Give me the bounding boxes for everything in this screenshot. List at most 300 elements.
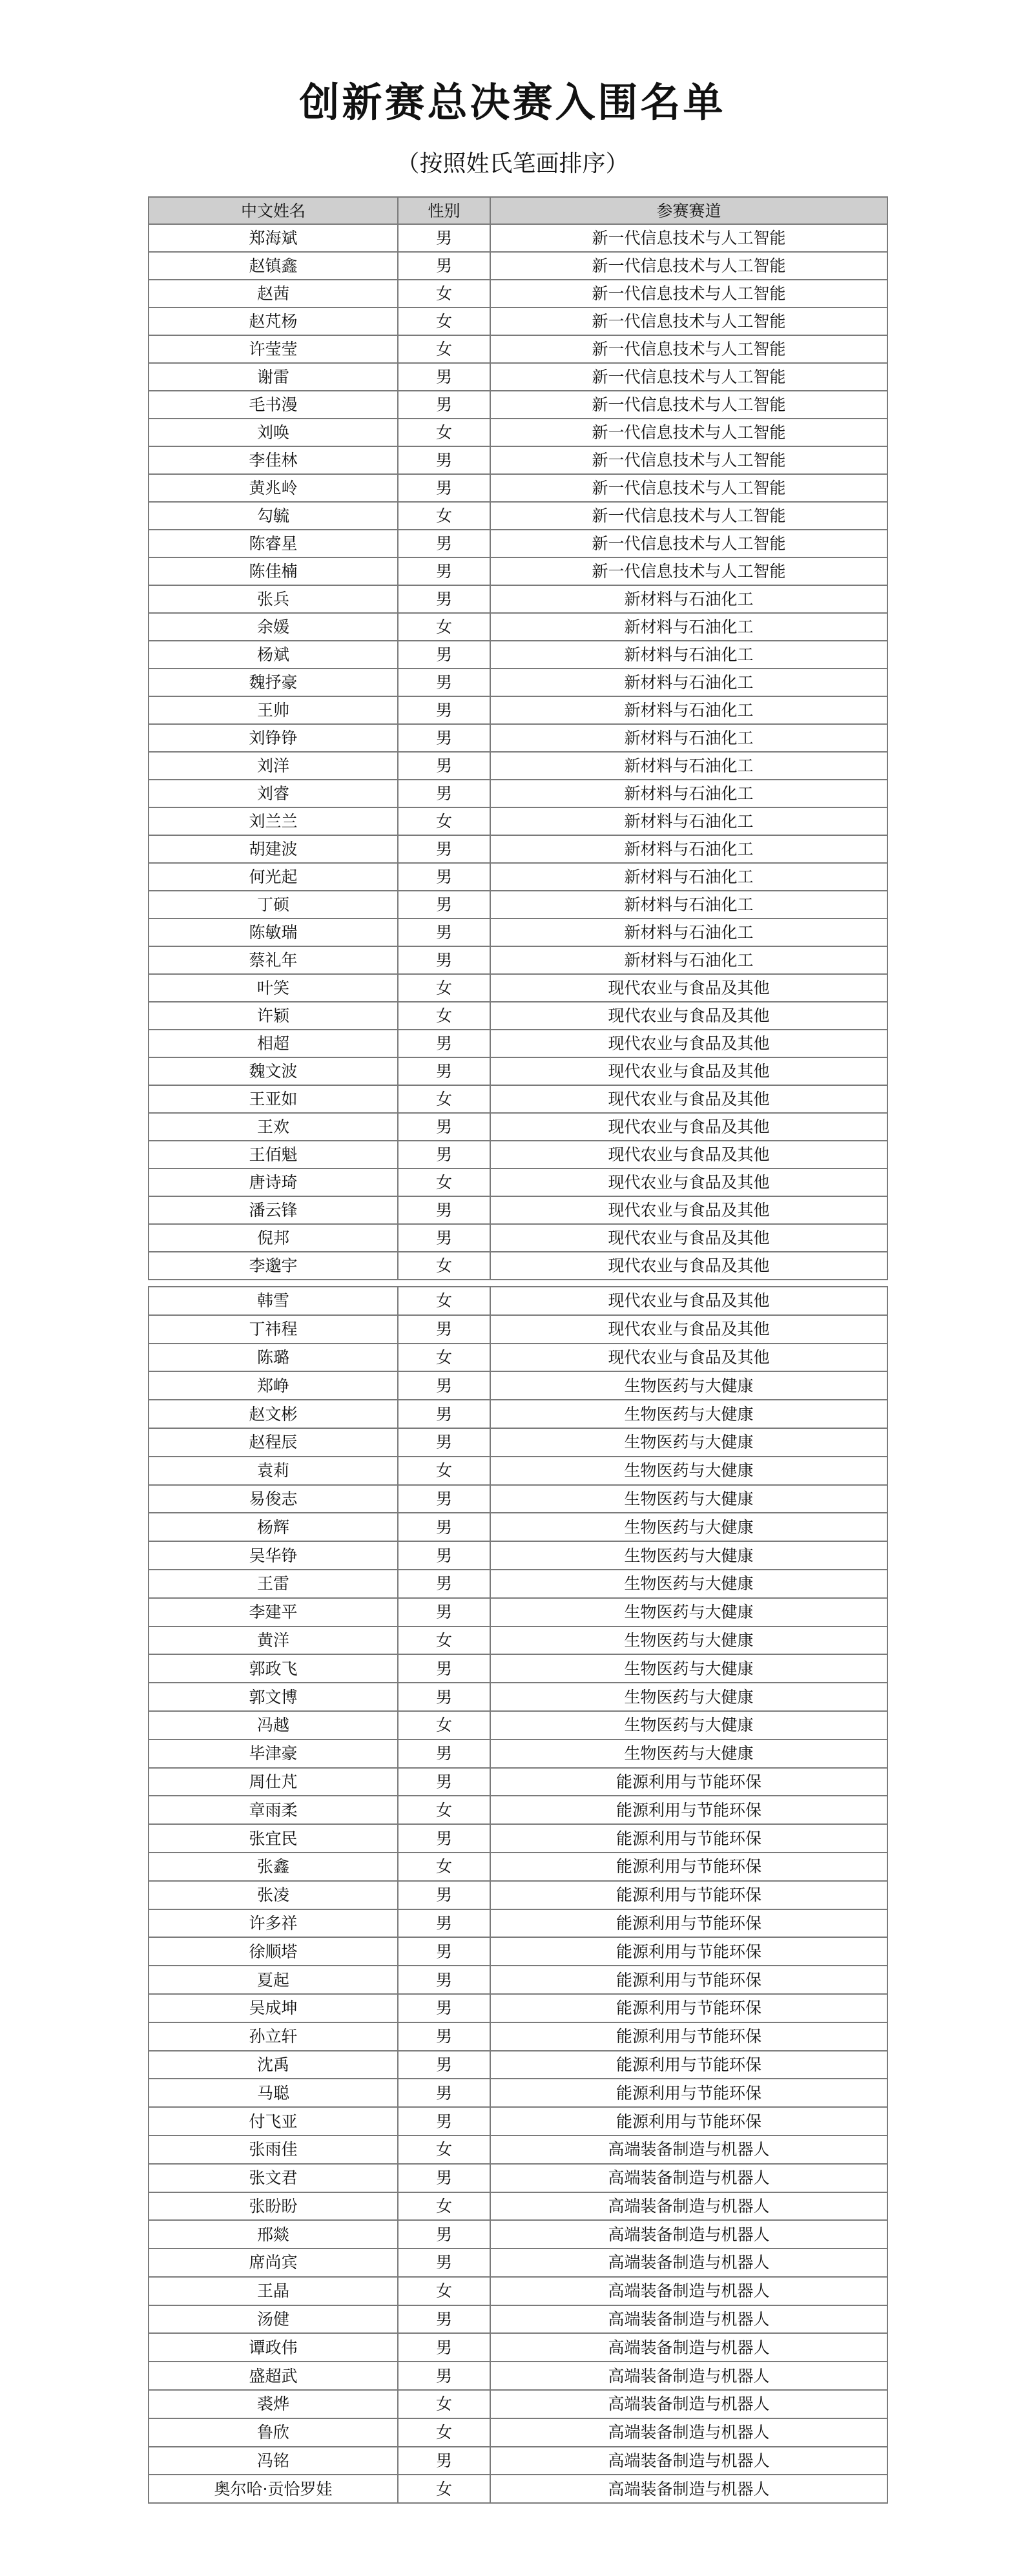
cell-gender: 男 (398, 835, 490, 863)
header-track: 参赛赛道 (490, 197, 887, 224)
table-row (149, 613, 887, 641)
cell-name: 张文君 (149, 2164, 398, 2192)
cell-gender: 女 (398, 2135, 490, 2164)
cell-gender: 女 (398, 1457, 490, 1485)
cell-name: 徐顺塔 (149, 1937, 398, 1966)
cell-name: 郑峥 (149, 1371, 398, 1400)
cell-gender: 男 (398, 1683, 490, 1711)
table-row (149, 1881, 887, 1909)
cell-gender: 男 (398, 1030, 490, 1057)
table-row (149, 1768, 887, 1796)
cell-name: 冯铭 (149, 2447, 398, 2475)
table-row (149, 1485, 887, 1513)
cell-name: 张宜民 (149, 1824, 398, 1853)
cell-name: 许颖 (149, 1002, 398, 1030)
cell-track: 能源利用与节能环保 (490, 1796, 887, 1824)
cell-name: 蔡礼年 (149, 946, 398, 974)
cell-name: 鲁欣 (149, 2418, 398, 2447)
cell-gender: 女 (398, 807, 490, 835)
cell-name: 杨辉 (149, 1513, 398, 1541)
cell-track: 能源利用与节能环保 (490, 2079, 887, 2107)
cell-gender: 男 (398, 1141, 490, 1169)
cell-gender: 男 (398, 1196, 490, 1224)
cell-gender: 女 (398, 2475, 490, 2503)
cell-name: 郭政飞 (149, 1654, 398, 1683)
table-row (149, 2220, 887, 2249)
cell-name: 张鑫 (149, 1853, 398, 1881)
cell-name: 杨斌 (149, 641, 398, 669)
table-row (149, 641, 887, 669)
cell-name: 郑海斌 (149, 224, 398, 252)
cell-name: 汤健 (149, 2305, 398, 2334)
cell-track: 新一代信息技术与人工智能 (490, 474, 887, 502)
cell-name: 夏起 (149, 1966, 398, 1994)
cell-track: 新一代信息技术与人工智能 (490, 307, 887, 335)
cell-name: 王亚如 (149, 1085, 398, 1113)
table-row (149, 1683, 887, 1711)
table-row (149, 363, 887, 391)
table-row (149, 2305, 887, 2334)
cell-track: 生物医药与大健康 (490, 1598, 887, 1626)
table-row (149, 2418, 887, 2447)
cell-track: 能源利用与节能环保 (490, 1994, 887, 2022)
cell-gender: 男 (398, 669, 490, 696)
cell-name: 裘烨 (149, 2390, 398, 2418)
cell-track: 高端装备制造与机器人 (490, 2362, 887, 2390)
cell-track: 现代农业与食品及其他 (490, 1252, 887, 1280)
cell-track: 新一代信息技术与人工智能 (490, 363, 887, 391)
cell-name: 黄洋 (149, 1626, 398, 1655)
table-row (149, 1224, 887, 1252)
cell-gender: 男 (398, 2249, 490, 2277)
cell-track: 高端装备制造与机器人 (490, 2220, 887, 2249)
cell-track: 高端装备制造与机器人 (490, 2475, 887, 2503)
cell-gender: 女 (398, 2192, 490, 2221)
table-row (149, 1740, 887, 1768)
cell-name: 周仕芃 (149, 1768, 398, 1796)
cell-track: 能源利用与节能环保 (490, 1937, 887, 1966)
cell-name: 毕津豪 (149, 1740, 398, 1768)
cell-gender: 男 (398, 1224, 490, 1252)
cell-gender: 女 (398, 1711, 490, 1740)
cell-name: 许莹莹 (149, 335, 398, 363)
cell-gender: 女 (398, 1002, 490, 1030)
cell-track: 现代农业与食品及其他 (490, 1169, 887, 1196)
cell-name: 赵程辰 (149, 1428, 398, 1457)
table-row (149, 2051, 887, 2079)
table-row (149, 724, 887, 752)
table-row (149, 1057, 887, 1085)
table-row (149, 1541, 887, 1570)
cell-track: 现代农业与食品及其他 (490, 1030, 887, 1057)
finalist-table-page-1 (148, 196, 888, 1280)
cell-track: 新一代信息技术与人工智能 (490, 502, 887, 530)
cell-gender: 女 (398, 335, 490, 363)
cell-gender: 男 (398, 557, 490, 585)
cell-name: 吴华铮 (149, 1541, 398, 1570)
table-row (149, 2277, 887, 2305)
table-row (149, 280, 887, 307)
cell-track: 能源利用与节能环保 (490, 1909, 887, 1938)
table-row (149, 1711, 887, 1740)
cell-gender: 女 (398, 1626, 490, 1655)
cell-track: 新材料与石油化工 (490, 641, 887, 669)
cell-gender: 男 (398, 2164, 490, 2192)
cell-name: 李邈宇 (149, 1252, 398, 1280)
table-row (149, 2022, 887, 2051)
cell-gender: 男 (398, 1966, 490, 1994)
cell-track: 高端装备制造与机器人 (490, 2135, 887, 2164)
table-row (149, 1654, 887, 1683)
cell-name: 刘睿 (149, 780, 398, 807)
cell-track: 高端装备制造与机器人 (490, 2447, 887, 2475)
cell-name: 潘云锋 (149, 1196, 398, 1224)
cell-name: 吴成坤 (149, 1994, 398, 2022)
cell-track: 高端装备制造与机器人 (490, 2249, 887, 2277)
cell-name: 张雨佳 (149, 2135, 398, 2164)
cell-name: 郭文博 (149, 1683, 398, 1711)
cell-track: 高端装备制造与机器人 (490, 2333, 887, 2362)
cell-gender: 女 (398, 2418, 490, 2447)
cell-name: 赵文彬 (149, 1400, 398, 1428)
cell-track: 新材料与石油化工 (490, 669, 887, 696)
table-row (149, 502, 887, 530)
table-row (149, 946, 887, 974)
cell-track: 现代农业与食品及其他 (490, 1002, 887, 1030)
cell-name: 毛书漫 (149, 391, 398, 419)
cell-track: 生物医药与大健康 (490, 1683, 887, 1711)
cell-name: 陈睿星 (149, 530, 398, 557)
cell-name: 李建平 (149, 1598, 398, 1626)
cell-track: 高端装备制造与机器人 (490, 2305, 887, 2334)
cell-name: 邢燚 (149, 2220, 398, 2249)
cell-gender: 男 (398, 1937, 490, 1966)
cell-name: 谢雷 (149, 363, 398, 391)
cell-name: 盛超武 (149, 2362, 398, 2390)
cell-track: 能源利用与节能环保 (490, 1824, 887, 1853)
cell-track: 生物医药与大健康 (490, 1513, 887, 1541)
cell-track: 现代农业与食品及其他 (490, 974, 887, 1002)
cell-name: 唐诗琦 (149, 1169, 398, 1196)
cell-gender: 男 (398, 2447, 490, 2475)
table-row (149, 224, 887, 252)
cell-name: 赵茜 (149, 280, 398, 307)
cell-track: 新材料与石油化工 (490, 585, 887, 613)
table-row (149, 1428, 887, 1457)
cell-name: 王雷 (149, 1570, 398, 1598)
table-row (149, 446, 887, 474)
cell-track: 新材料与石油化工 (490, 807, 887, 835)
cell-name: 张盼盼 (149, 2192, 398, 2221)
table-row (149, 1853, 887, 1881)
cell-name: 刘铮铮 (149, 724, 398, 752)
header-gender: 性别 (398, 197, 490, 224)
table-row (149, 1570, 887, 1598)
cell-gender: 男 (398, 1994, 490, 2022)
cell-track: 能源利用与节能环保 (490, 2022, 887, 2051)
cell-gender: 男 (398, 1428, 490, 1457)
cell-gender: 男 (398, 2305, 490, 2334)
table-row (149, 1994, 887, 2022)
cell-gender: 男 (398, 2333, 490, 2362)
finalist-table-page-2 (148, 1286, 888, 2504)
cell-gender: 女 (398, 613, 490, 641)
cell-name: 魏文波 (149, 1057, 398, 1085)
cell-name: 张兵 (149, 585, 398, 613)
cell-name: 陈佳楠 (149, 557, 398, 585)
cell-name: 余媛 (149, 613, 398, 641)
cell-track: 能源利用与节能环保 (490, 2107, 887, 2135)
cell-gender: 男 (398, 1570, 490, 1598)
table-row (149, 530, 887, 557)
cell-gender: 女 (398, 1252, 490, 1280)
table-row (149, 752, 887, 780)
cell-track: 生物医药与大健康 (490, 1457, 887, 1485)
cell-gender: 男 (398, 224, 490, 252)
cell-name: 陈敏瑞 (149, 919, 398, 946)
cell-track: 新材料与石油化工 (490, 613, 887, 641)
cell-name: 王佰魁 (149, 1141, 398, 1169)
table-row (149, 1796, 887, 1824)
cell-track: 生物医药与大健康 (490, 1541, 887, 1570)
cell-gender: 女 (398, 1796, 490, 1824)
cell-track: 现代农业与食品及其他 (490, 1113, 887, 1141)
cell-gender: 男 (398, 696, 490, 724)
cell-gender: 男 (398, 530, 490, 557)
cell-gender: 男 (398, 863, 490, 891)
table-row (149, 252, 887, 280)
cell-track: 生物医药与大健康 (490, 1626, 887, 1655)
cell-gender: 男 (398, 1740, 490, 1768)
cell-track: 新一代信息技术与人工智能 (490, 280, 887, 307)
cell-track: 新一代信息技术与人工智能 (490, 252, 887, 280)
cell-name: 席尚宾 (149, 2249, 398, 2277)
cell-gender: 男 (398, 1909, 490, 1938)
cell-gender: 男 (398, 1654, 490, 1683)
cell-gender: 男 (398, 1881, 490, 1909)
table-row (149, 1626, 887, 1655)
cell-gender: 女 (398, 1287, 490, 1315)
cell-track: 高端装备制造与机器人 (490, 2277, 887, 2305)
cell-gender: 女 (398, 307, 490, 335)
cell-track: 新材料与石油化工 (490, 724, 887, 752)
cell-name: 袁莉 (149, 1457, 398, 1485)
cell-name: 赵镇鑫 (149, 252, 398, 280)
cell-name: 丁硕 (149, 891, 398, 919)
table-row (149, 2107, 887, 2135)
cell-track: 新一代信息技术与人工智能 (490, 530, 887, 557)
cell-gender: 男 (398, 946, 490, 974)
table-row (149, 1598, 887, 1626)
table-row (149, 1085, 887, 1113)
cell-track: 能源利用与节能环保 (490, 1966, 887, 1994)
table-row (149, 1966, 887, 1994)
cell-track: 生物医药与大健康 (490, 1654, 887, 1683)
cell-gender: 男 (398, 2051, 490, 2079)
table-row (149, 2135, 887, 2164)
cell-track: 现代农业与食品及其他 (490, 1057, 887, 1085)
finalist-rows-page-1 (149, 224, 887, 1280)
cell-gender: 男 (398, 2107, 490, 2135)
cell-track: 新材料与石油化工 (490, 919, 887, 946)
cell-track: 新材料与石油化工 (490, 891, 887, 919)
cell-gender: 男 (398, 2022, 490, 2051)
cell-gender: 男 (398, 391, 490, 419)
cell-name: 魏抒豪 (149, 669, 398, 696)
cell-gender: 女 (398, 974, 490, 1002)
table-row (149, 807, 887, 835)
table-row (149, 1315, 887, 1344)
cell-name: 陈璐 (149, 1344, 398, 1372)
cell-name: 相超 (149, 1030, 398, 1057)
cell-name: 黄兆岭 (149, 474, 398, 502)
cell-gender: 男 (398, 752, 490, 780)
table-row (149, 835, 887, 863)
table-row (149, 919, 887, 946)
finalist-rows-page-2 (149, 1287, 887, 2503)
page-subtitle: （按照姓氏笔画排序） (396, 151, 629, 177)
table-row (149, 1030, 887, 1057)
table-row (149, 2079, 887, 2107)
cell-gender: 男 (398, 1371, 490, 1400)
table-row (149, 1457, 887, 1485)
cell-gender: 女 (398, 1169, 490, 1196)
cell-track: 新一代信息技术与人工智能 (490, 419, 887, 446)
cell-gender: 男 (398, 641, 490, 669)
cell-name: 李佳林 (149, 446, 398, 474)
cell-name: 孙立轩 (149, 2022, 398, 2051)
table-row (149, 2192, 887, 2221)
table-row (149, 863, 887, 891)
table-row (149, 1937, 887, 1966)
cell-name: 赵芃杨 (149, 307, 398, 335)
cell-name: 倪邦 (149, 1224, 398, 1252)
cell-gender: 男 (398, 1541, 490, 1570)
cell-track: 高端装备制造与机器人 (490, 2418, 887, 2447)
table-row (149, 335, 887, 363)
cell-track: 新一代信息技术与人工智能 (490, 335, 887, 363)
cell-gender: 男 (398, 1824, 490, 1853)
cell-track: 现代农业与食品及其他 (490, 1085, 887, 1113)
cell-name: 王晶 (149, 2277, 398, 2305)
cell-name: 王欢 (149, 1113, 398, 1141)
table-row (149, 1252, 887, 1280)
cell-track: 新材料与石油化工 (490, 752, 887, 780)
table-row (149, 780, 887, 807)
cell-name: 付飞亚 (149, 2107, 398, 2135)
cell-track: 能源利用与节能环保 (490, 1768, 887, 1796)
cell-gender: 男 (398, 474, 490, 502)
cell-gender: 男 (398, 780, 490, 807)
cell-gender: 男 (398, 724, 490, 752)
cell-name: 许多祥 (149, 1909, 398, 1938)
cell-gender: 男 (398, 1768, 490, 1796)
cell-name: 奥尔哈·贡恰罗娃 (149, 2475, 398, 2503)
table-row (149, 2362, 887, 2390)
cell-track: 高端装备制造与机器人 (490, 2192, 887, 2221)
cell-track: 新材料与石油化工 (490, 946, 887, 974)
cell-name: 叶笑 (149, 974, 398, 1002)
table-row (149, 1196, 887, 1224)
table-row (149, 1513, 887, 1541)
table-row (149, 307, 887, 335)
cell-name: 勾毓 (149, 502, 398, 530)
table-row (149, 419, 887, 446)
cell-track: 生物医药与大健康 (490, 1570, 887, 1598)
cell-gender: 男 (398, 1598, 490, 1626)
cell-name: 章雨柔 (149, 1796, 398, 1824)
table-row (149, 974, 887, 1002)
cell-track: 高端装备制造与机器人 (490, 2164, 887, 2192)
table-row (149, 1909, 887, 1938)
cell-gender: 女 (398, 1344, 490, 1372)
table-row (149, 2447, 887, 2475)
cell-track: 生物医药与大健康 (490, 1740, 887, 1768)
cell-gender: 男 (398, 891, 490, 919)
cell-name: 谭政伟 (149, 2333, 398, 2362)
table-row (149, 1400, 887, 1428)
cell-track: 新一代信息技术与人工智能 (490, 391, 887, 419)
cell-track: 新材料与石油化工 (490, 780, 887, 807)
cell-track: 现代农业与食品及其他 (490, 1344, 887, 1372)
cell-track: 现代农业与食品及其他 (490, 1196, 887, 1224)
cell-gender: 男 (398, 446, 490, 474)
table-row (149, 1824, 887, 1853)
table-row (149, 557, 887, 585)
cell-name: 张凌 (149, 1881, 398, 1909)
cell-gender: 男 (398, 2079, 490, 2107)
cell-gender: 男 (398, 585, 490, 613)
cell-gender: 男 (398, 2220, 490, 2249)
table-row (149, 2164, 887, 2192)
cell-gender: 女 (398, 280, 490, 307)
table-row (149, 1169, 887, 1196)
cell-track: 高端装备制造与机器人 (490, 2390, 887, 2418)
table-row (149, 669, 887, 696)
cell-track: 现代农业与食品及其他 (490, 1224, 887, 1252)
cell-track: 新材料与石油化工 (490, 863, 887, 891)
cell-name: 刘兰兰 (149, 807, 398, 835)
cell-name: 沈禹 (149, 2051, 398, 2079)
cell-gender: 男 (398, 363, 490, 391)
page-title: 创新赛总决赛入围名单 (299, 79, 726, 126)
cell-gender: 女 (398, 1085, 490, 1113)
cell-track: 生物医药与大健康 (490, 1428, 887, 1457)
table-row (149, 1287, 887, 1315)
cell-track: 新材料与石油化工 (490, 835, 887, 863)
table-header-row (149, 197, 887, 224)
cell-gender: 男 (398, 1315, 490, 1344)
cell-track: 能源利用与节能环保 (490, 1881, 887, 1909)
table-row (149, 1371, 887, 1400)
cell-track: 生物医药与大健康 (490, 1711, 887, 1740)
cell-name: 丁祎程 (149, 1315, 398, 1344)
header-name: 中文姓名 (149, 197, 398, 224)
cell-track: 新一代信息技术与人工智能 (490, 557, 887, 585)
cell-gender: 男 (398, 1400, 490, 1428)
table-row (149, 2475, 887, 2503)
table-row (149, 2249, 887, 2277)
cell-track: 现代农业与食品及其他 (490, 1315, 887, 1344)
table-row (149, 2390, 887, 2418)
cell-track: 新材料与石油化工 (490, 696, 887, 724)
cell-name: 韩雪 (149, 1287, 398, 1315)
cell-gender: 女 (398, 419, 490, 446)
cell-track: 生物医药与大健康 (490, 1400, 887, 1428)
cell-name: 刘唤 (149, 419, 398, 446)
cell-track: 现代农业与食品及其他 (490, 1141, 887, 1169)
cell-gender: 女 (398, 2390, 490, 2418)
